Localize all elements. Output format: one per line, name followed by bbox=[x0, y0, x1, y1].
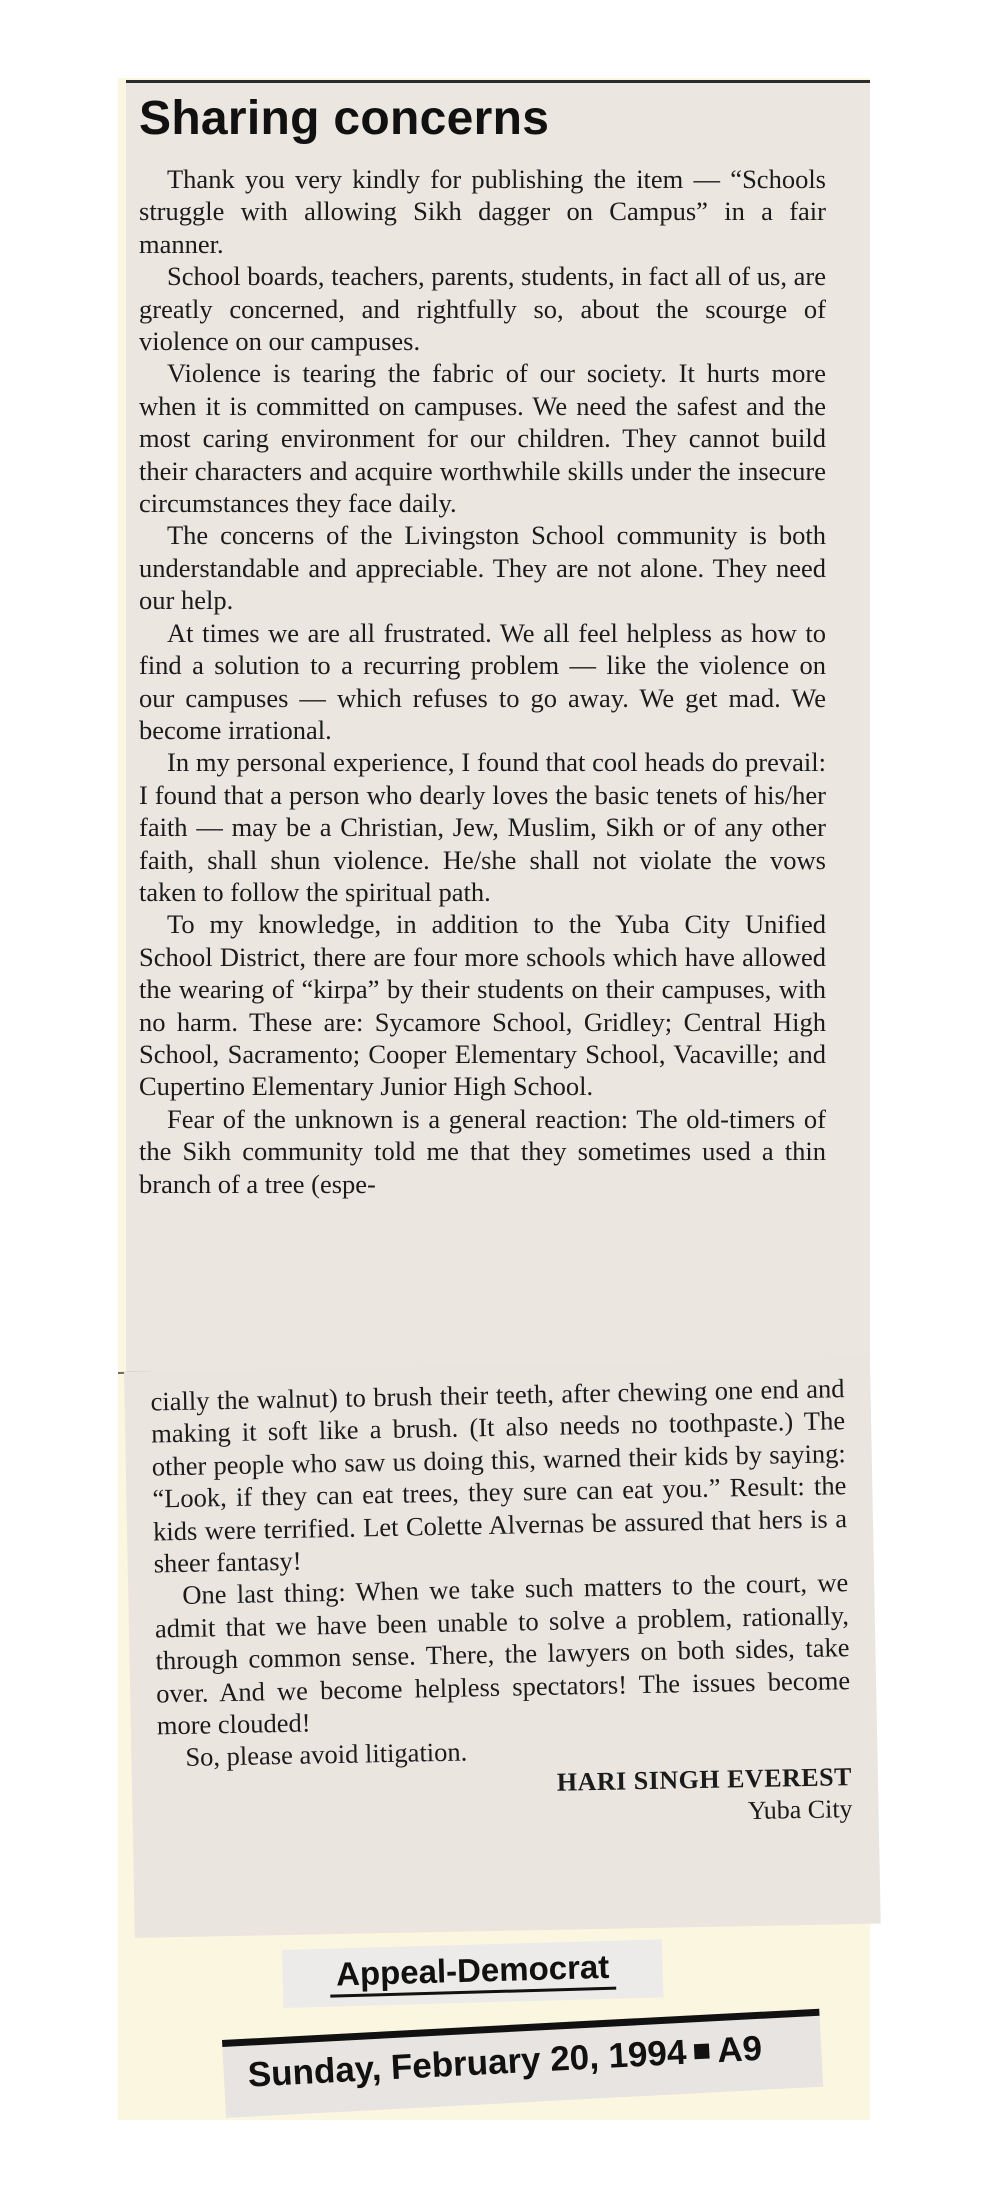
paragraph: School boards, teachers, parents, students, in fact all of us, are greatly concerned, and rightfully so, about the scourge of violence on our campuses. bbox=[139, 261, 826, 357]
paragraph: Thank you very kindly for publishing the item — “Schools struggle with allowing Sikh dagger on Campus” in a fair manner. bbox=[139, 164, 826, 259]
masthead-clipping bbox=[282, 1939, 663, 2008]
paragraph: Fear of the unknown is a general reaction: The old-timers of the Sikh community told me that they sometimes used a thin branch of a tree (espe- bbox=[139, 1103, 826, 1199]
paragraph: So, please avoid litigation. bbox=[185, 1736, 468, 1773]
dateline bbox=[247, 2029, 763, 2095]
square-bullet-icon bbox=[694, 2044, 710, 2060]
paragraph: In my personal experience, I found that cool heads do prevail: I found that a person who dearly loves the basic tenets of his/her faith — may be a Christian, Jew, Muslim, Sikh or of any other faith, shall shun violence. He/she shall not violate the vows taken to follow the spiritual path. bbox=[139, 747, 826, 907]
paragraph: The concerns of the Livingston School community is both understandable and appreciable. They are not alone. They need our help. bbox=[139, 520, 826, 616]
paragraph: At times we are all frustrated. We all feel helpless as how to find a solution to a recurring problem — like the violence on our campuses — which refuses to go away. We get mad. We become irrational. bbox=[139, 617, 826, 745]
author-name: HARI SINGH EVEREST bbox=[556, 1761, 853, 1797]
page-number: A9 bbox=[716, 2028, 763, 2071]
paragraph: To my knowledge, in addition to the Yuba City Unified School District, there are four more schools which have allowed the wearing of “kirpa” by their students on their campuses, with no harm. These are: Sycamore School, Gridley; Central High School, Sacramento; Cooper Elementary School, Vacaville; and Cupertino Elementary Junior High School. bbox=[139, 909, 826, 1102]
paragraph: Violence is tearing the fabric of our society. It hurts more when it is committed on campuses. We need the safest and the most caring environment for our children. They cannot build their characters and acquire worthwhile skills under the insecure circumstances they face daily. bbox=[139, 358, 826, 519]
paragraph: cially the walnut) to brush their teeth, after chewing one end and making it soft like a brush. (It also needs no toothpaste.) The other people who saw us doing this, warned their kids by saying: “Look, if they can eat trees, they sure can eat you.” Result: the kids were terrified. Let Colette Alvernas be assured that hers is a sheer fantasy! bbox=[150, 1373, 848, 1579]
paragraph: One last thing: When we take such matters to the court, we admit that we have been unable to solve a problem, rationally, through common sense. There, the lawyers on both sides, take over. And we become helpless spectators! The issues become more clouded! bbox=[154, 1567, 851, 1741]
clipping-top bbox=[126, 80, 870, 1380]
headline: Sharing concerns bbox=[139, 92, 550, 145]
clipping-bottom bbox=[124, 1358, 881, 1938]
author-location: Yuba City bbox=[747, 1793, 853, 1825]
publication-date: Sunday, February 20, 1994 bbox=[246, 2032, 688, 2095]
publication-name: Appeal-Democrat bbox=[330, 1949, 616, 1998]
